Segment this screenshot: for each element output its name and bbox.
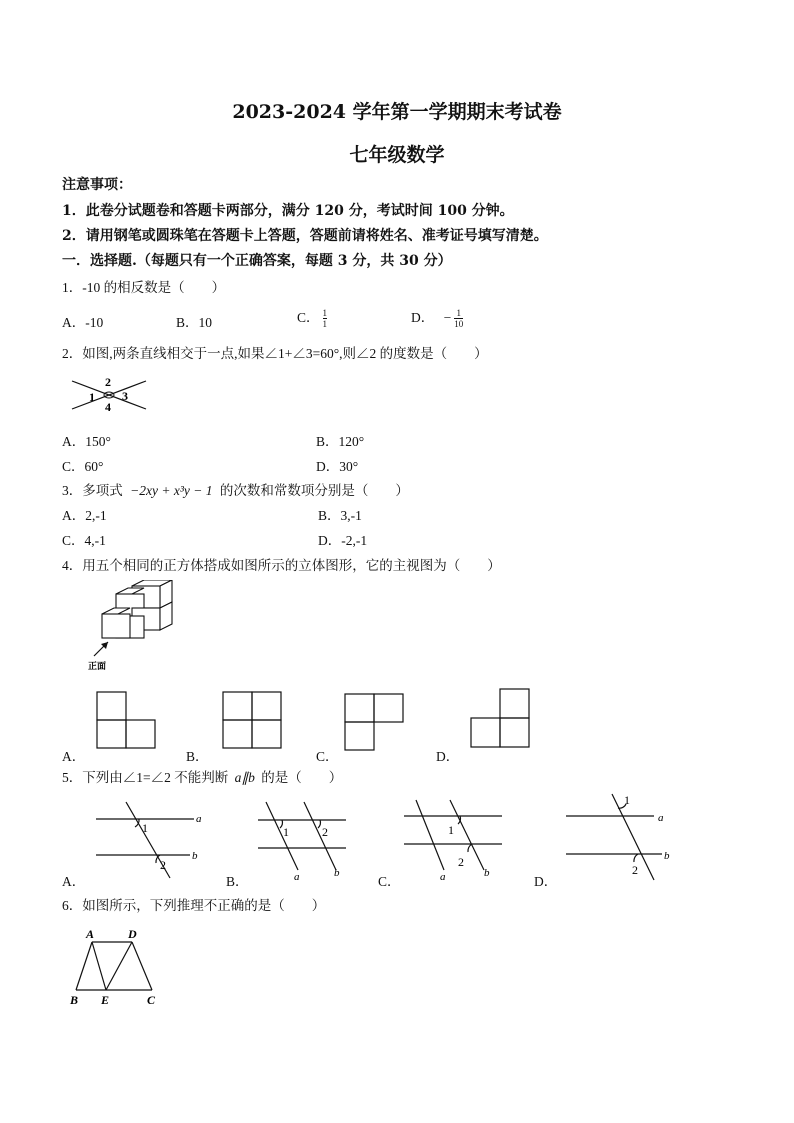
point-label-a: A xyxy=(86,927,95,941)
angle-label-2: 2 xyxy=(322,825,328,839)
q4-option-b-label: B． xyxy=(186,749,209,764)
notice-item-1: 1．此卷分试题卷和答题卡两部分，满分 120 分，考试时间 100 分钟。 xyxy=(62,203,514,219)
q1-option-b: B．10 xyxy=(176,315,213,330)
exam-subject: 七年级数学 xyxy=(349,144,445,166)
q1-option-d-prefix: D． xyxy=(411,310,435,325)
q3-option-d: D．-2,-1 xyxy=(318,533,368,548)
q4-option-b-view xyxy=(222,691,284,751)
line-label-b: b xyxy=(664,850,670,862)
q1-option-c-fraction xyxy=(323,308,328,329)
q4-cube-stack-figure xyxy=(80,580,180,672)
angle-label-2: 2 xyxy=(160,858,166,872)
q1-option-a: A．-10 xyxy=(62,315,104,330)
q1-option-c-prefix: C． xyxy=(297,310,320,325)
q5-option-b-label: B． xyxy=(226,874,249,889)
q5-parallel-expr: a∥b xyxy=(234,770,255,785)
line-label-a: a xyxy=(440,871,446,882)
q2-option-a: A．150° xyxy=(62,434,111,449)
q4-option-d-view xyxy=(470,688,532,750)
q5-figure-b xyxy=(254,800,354,882)
q5-figure-a xyxy=(90,800,210,880)
q2-option-d: D．30° xyxy=(316,459,359,474)
fraction-denominator: 1 xyxy=(322,319,328,330)
line-label-a: a xyxy=(196,813,202,825)
q4-option-d-label: D． xyxy=(436,749,460,764)
q3-stem-suffix: 的次数和常数项分别是（ ） xyxy=(219,483,409,498)
fraction-denominator: 10 xyxy=(454,319,464,330)
angle-label-2: 2 xyxy=(632,863,638,877)
angle-label-3: 3 xyxy=(122,389,128,403)
q6-trapezoid-figure xyxy=(66,926,166,1012)
section-heading: 一．选择题.（每题只有一个正确答案，每题 3 分，共 30 分） xyxy=(62,253,452,269)
line-label-a: a xyxy=(294,871,300,882)
angle-label-1: 1 xyxy=(283,825,289,839)
q5-option-d-label: D． xyxy=(534,874,558,889)
line-label-b: b xyxy=(334,867,340,879)
q1-option-d-fraction xyxy=(454,308,463,329)
line-label-a: a xyxy=(658,812,664,824)
q3-polynomial: −2xy + x³y − 1 xyxy=(130,483,213,498)
question-2-stem: 2．如图,两条直线相交于一点,如果∠1+∠3=60°,则∠2 的度数是（ ） xyxy=(62,346,488,361)
angle-label-1: 1 xyxy=(448,823,454,837)
point-label-b: B xyxy=(70,993,79,1007)
question-3-stem xyxy=(62,479,409,499)
line-label-b: b xyxy=(484,867,490,879)
notice-item-2: 2．请用钢笔或圆珠笔在答题卡上答题，答题前请将姓名、准考证号填写清楚。 xyxy=(62,228,548,244)
angle-label-1: 1 xyxy=(142,821,148,835)
q3-option-b: B．3,-1 xyxy=(318,508,362,523)
q2-option-b: B．120° xyxy=(316,434,365,449)
question-5-stem xyxy=(62,766,342,786)
q3-option-a: A．2,-1 xyxy=(62,508,107,523)
q1-option-c xyxy=(297,306,327,329)
fraction-numerator: 1 xyxy=(322,308,328,319)
q5-option-a-label: A． xyxy=(62,874,86,889)
angle-label-1: 1 xyxy=(624,793,630,807)
line-label-b: b xyxy=(192,850,198,862)
q1-option-d-sign: − xyxy=(443,310,452,325)
angle-label-1: 1 xyxy=(89,390,95,404)
q1-option-d xyxy=(411,306,463,329)
notice-heading: 注意事项： xyxy=(62,177,132,193)
q2-intersecting-lines-figure xyxy=(68,373,150,413)
point-label-d: D xyxy=(128,927,137,941)
question-4-stem: 4．用五个相同的正方体搭成如图所示的立体图形，它的主视图为（ ） xyxy=(62,558,501,573)
point-label-e: E xyxy=(101,993,110,1007)
point-label-c: C xyxy=(147,993,156,1007)
q4-option-a-view xyxy=(96,691,158,751)
front-view-label: 正面 xyxy=(88,661,107,671)
q5-figure-d xyxy=(562,790,682,882)
q3-option-c: C．4,-1 xyxy=(62,533,106,548)
angle-label-2: 2 xyxy=(105,375,111,389)
q5-figure-c xyxy=(402,798,512,882)
q4-option-c-label: C． xyxy=(316,749,339,764)
angle-label-4: 4 xyxy=(105,400,111,413)
q4-option-a-label: A． xyxy=(62,749,86,764)
q5-stem-prefix: 5．下列由∠1=∠2 不能判断 xyxy=(62,770,229,785)
angle-label-2: 2 xyxy=(458,855,464,869)
q3-stem-prefix: 3．多项式 xyxy=(62,483,123,498)
question-1-stem: 1．-10 的相反数是（ ） xyxy=(62,280,226,295)
question-6-stem: 6．如图所示，下列推理不正确的是（ ） xyxy=(62,898,326,913)
exam-title: 2023-2024 学年第一学期期末考试卷 xyxy=(232,101,562,123)
q4-option-c-view xyxy=(344,693,406,753)
q2-option-c: C．60° xyxy=(62,459,104,474)
q5-stem-suffix: 的是（ ） xyxy=(261,770,343,785)
q5-option-c-label: C． xyxy=(378,874,401,889)
fraction-numerator: 1 xyxy=(456,308,461,319)
